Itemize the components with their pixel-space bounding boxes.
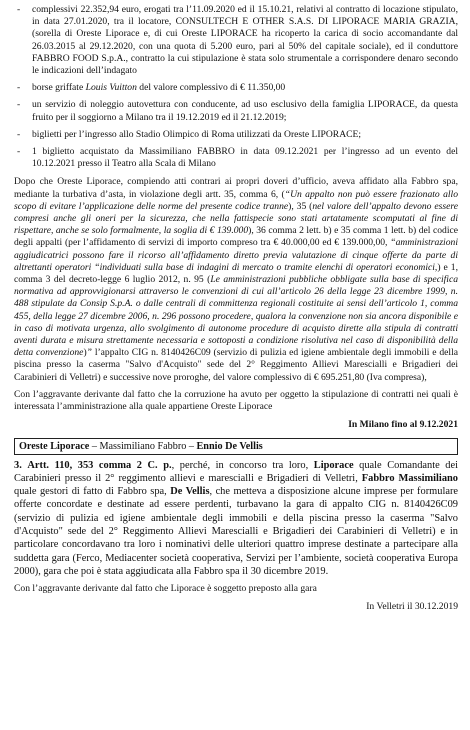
list-item-text: 1 biglietto acquistato da Massimiliano FABBRO in data 09.12.2021 per l’ingresso ad un evento del 10.12.2021 presso il Teatro alla Scala di Milano <box>32 146 458 170</box>
quoted-norm: “Un appalto non può essere frazionato allo scopo di evitare l’applicazione delle norme del presente codice tranne <box>14 188 458 212</box>
quoted-norm: ” <box>86 347 92 359</box>
charge-number: 3. <box>14 459 22 471</box>
list-item-text: biglietti per l’ingresso allo Stadio Olimpico di Roma utilizzati da Oreste LIPORACE; <box>32 128 362 140</box>
list-item-scala-ticket <box>14 146 458 170</box>
paragraph-text: ) <box>83 347 87 359</box>
list-item-text-pre: borse griffate <box>32 82 86 94</box>
bullet-dash: - <box>17 99 21 111</box>
paragraph-text: ), 36 comma 2 lett. b) e 35 comma 1 lett. b) del codice degli appalti (per l’affidamento di servizi di importo compreso tra € 40.000,00 ed € 139.000,00, <box>14 225 458 249</box>
main-paragraph <box>14 176 458 383</box>
quoted-norm: nel valore dell’appalto devono essere compresi anche gli oneri per la sicurezza, che nella fattispecie sono stati artatamente scomputati al fine di rispettare, anche se solo formalmente, la soglia di € 139.000 <box>14 200 458 237</box>
place-date: In Milano fino al 9.12.2021 <box>348 419 458 431</box>
paragraph-text: l’appalto CIG n. 8140426C09 (servizio di pulizia ed igiene ambientale degli immobili e della piscina presso la caserma "Salvo d'Acquisto" sede del 2° Reggimento Allievi Marescialli e Brigadieri dei Carabinieri di Velletri) e successive nove proroghe, del valore complessivo di € 695.251,80 (Iva compresa), <box>14 347 458 383</box>
paragraph-text: quale Comandante dei Carabinieri presso il 2° reggimento allievi e marescialli e Brigadieri di Velletri, <box>14 459 459 484</box>
defendants-header <box>14 438 458 455</box>
name-separator: – <box>89 440 100 452</box>
list-item-car-rental <box>14 99 458 123</box>
charge-articles: Artt. 110, 353 comma 2 C. p. <box>27 459 172 471</box>
defendant-name: De Vellis <box>170 486 210 498</box>
quoted-norm: Le amministrazioni pubbliche obbligate sulla base di specifica normativa ad approvvigionarsi attraverso le convenzioni di cui all’articolo 26 della legge 23 dicembre 1999, n. 488 stipulate da Consip S.p.A. o dalle centrali di committenza regionali costituite ai sensi dell’articolo 1, comma 455, della legge 27 dicembre 2006, n. 296 possono procedere, qualora la convenzione non sia ancora disponibile e in caso di motivata urgenza, allo svolgimento di autonome procedure di acquisto dirette alla stipula di contratti aventi durata e misura strettamente necessaria e sottoposti a condizione risolutiva nel caso di disponibilità della detta convenzione <box>14 274 458 359</box>
paragraph-text: quale gestori di fatto di Fabbro spa, <box>14 486 171 498</box>
aggravating-circumstance: Con l’aggravante derivante dal fatto che Liporace è soggetto preposto alla gara <box>14 583 317 595</box>
name-separator: – <box>186 440 197 452</box>
defendant-name: Ennio De Vellis <box>196 440 263 452</box>
paragraph-text: , perché, in concorso tra loro, <box>171 459 314 471</box>
aggravating-circumstance: Con l’aggravante derivante dal fatto che la corruzione ha avuto per oggetto la stipulazione di contratti nei quali è interessata l’amministrazione alla quale appartiene Oreste Liporace <box>14 388 458 413</box>
list-item-rent-payments <box>14 4 458 77</box>
charge-3-paragraph <box>14 459 458 579</box>
list-item-stadium-tickets <box>14 129 458 141</box>
defendant-name: Massimiliano Fabbro <box>99 440 187 452</box>
list-item-text-post: del valore complessivo di € 11.350,00 <box>136 82 286 94</box>
bullet-dash: - <box>17 4 21 15</box>
defendant-name: Oreste Liporace <box>19 440 90 452</box>
quoted-norm: “amministrazioni aggiudicatrici possono fare il ricorso all’affidamento diretto previa valutazione di cinque offerte da parte di altrettanti operatori “individuati sulla base di indagini di mercato o tramite elenchi di operatori economici, <box>14 237 458 273</box>
bullet-dash: - <box>17 146 21 158</box>
brand-name: Louis Vuitton <box>85 82 137 94</box>
defendant-name: Liporace <box>313 459 354 471</box>
list-item-text: complessivi 22.352,94 euro, erogati tra l’11.09.2020 ed il 15.10.21, relativi al contratto di locazione stipulato, in data 27.01.2020, tra il locatore, CONSULTECH E OTHER S.A.S. DI LIPORACE MARIA GRAZIA, (sorella di Oreste Liporace e, di cui Oreste LIPORACE ha ricoperto la carica di socio accomandante dal 26.03.2015 al 29.12.2020, con una quota di 5.200 euro, pari al 50% del capitale sociale), ed il conduttore FABBRO FOOD S.p.A., contratto la cui stipulazione è stata solo strumentale a corrispondere denaro secondo le indicazioni dell’indagato <box>32 4 458 77</box>
list-item-text: un servizio di noleggio autovettura con conducente, ad uso esclusivo della famiglia LIPORACE, da questa fruito per il soggiorno a Milano tra il 19.12.2019 ed il 21.12.2019; <box>32 99 458 123</box>
bullet-dash: - <box>17 128 21 140</box>
paragraph-text: ), 35 ( <box>288 200 313 212</box>
defendant-name: Fabbro Massimiliano <box>361 472 458 484</box>
bullet-dash: - <box>17 82 21 94</box>
paragraph-text: , che metteva a disposizione alcune imprese per formulare offerte concordate e destinate ad essere perdenti, turbavano la gara di appalto CIG n. 8140426C09 (servizio di pulizia ed igiene ambientale degli immobili e della piscina presso la caserma "Salvo d'Acquisto" sede del 2° Reggimento Allievi Marescialli e Brigadieri dei Carabinieri di Velletri) e in particolare concordavano tra loro i nominativi delle ulteriori quattro imprese destinate a partecipare alla suddetta gara (Ferco, Mediacenter società cooperativa, Servizi per l’ambiente, società cooperativa Europa 2000), gara che poi è stata aggiudicata alla Fabbro spa il 30 dicembre 2019. <box>14 486 459 577</box>
paragraph-text: ) e 1, comma 3 del decreto-legge 6 luglio 2012, n. 95 ( <box>14 261 459 286</box>
place-date: In Velletri il 30.12.2019 <box>366 601 458 613</box>
list-item-handbags <box>14 82 458 94</box>
paragraph-text: Dopo che Oreste Liporace, compiendo atti contrari ai propri doveri d’ufficio, aveva affidato alla Fabbro spa, mediante la turbativa d’asta, in violazione degli artt. 35, comma 6, ( <box>14 176 458 200</box>
